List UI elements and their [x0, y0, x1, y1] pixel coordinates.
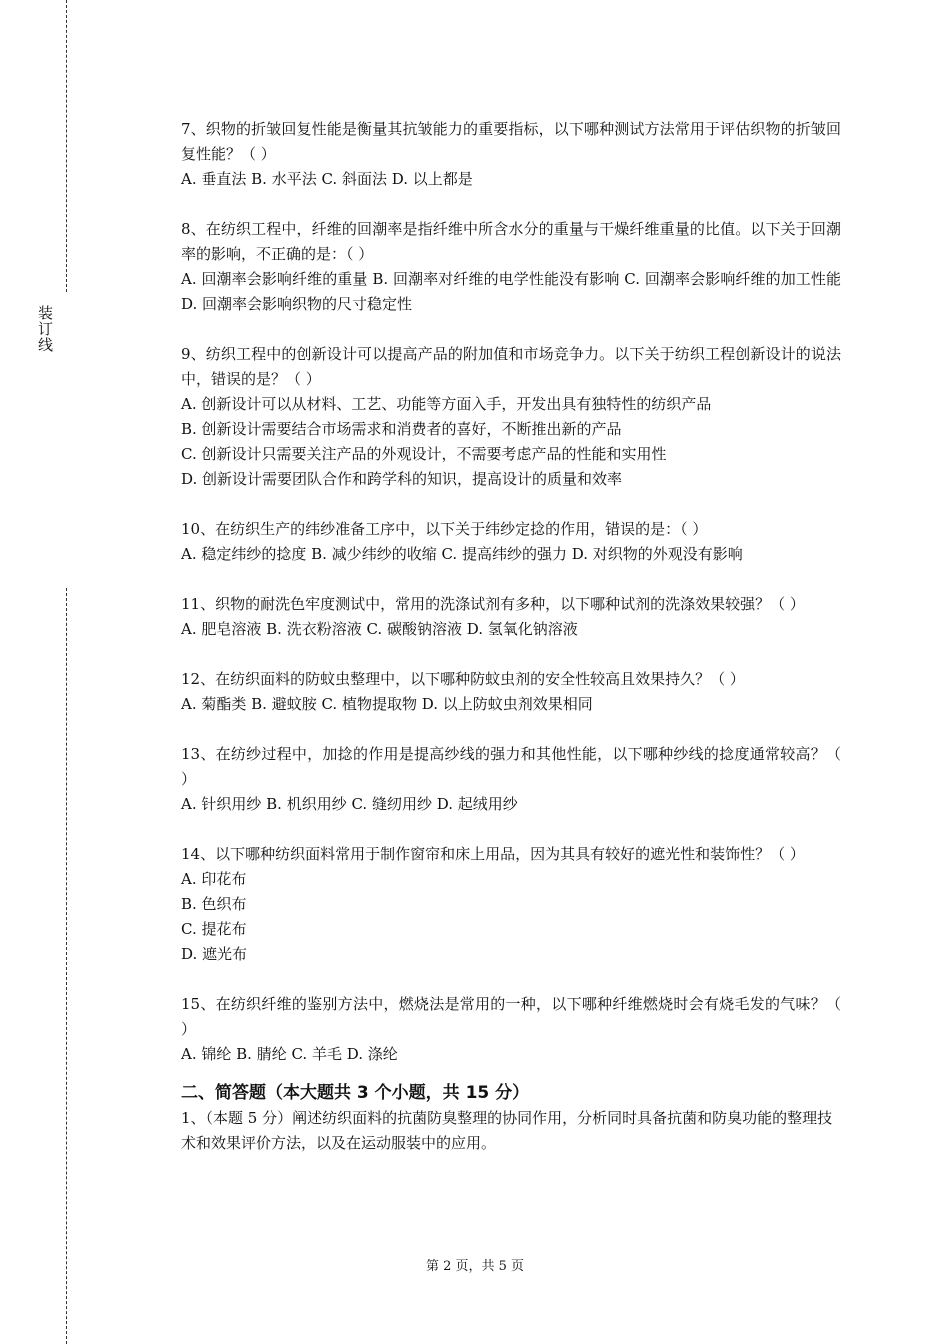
question-options: A. 垂直法 B. 水平法 C. 斜面法 D. 以上都是 [181, 170, 473, 188]
question-stem: 9、纺织工程中的创新设计可以提高产品的附加值和市场竞争力。以下关于纺织工程创新设计的说法中，错误的是？（ ） [181, 345, 841, 388]
question-options: A. 针织用纱 B. 机织用纱 C. 缝纫用纱 D. 起绒用纱 [181, 795, 518, 813]
question-options: A. 肥皂溶液 B. 洗衣粉溶液 C. 碳酸钠溶液 D. 氢氧化钠溶液 [181, 620, 578, 638]
question-10 [181, 517, 841, 567]
short-answer-question-1: 1、（本题 5 分）阐述纺织面料的抗菌防臭整理的协同作用，分析同时具备抗菌和防臭功能的整理技术和效果评价方法，以及在运动服装中的应用。 [181, 1109, 833, 1152]
page-number-footer: 第 2 页，共 5 页 [425, 1259, 525, 1274]
question-8 [181, 217, 841, 317]
question-options: A. 稳定纬纱的捻度 B. 减少纬纱的收缩 C. 提高纬纱的强力 D. 对织物的外观没有影响 [181, 545, 743, 563]
binding-dashed-line-bottom [66, 588, 67, 1344]
binding-line-label: 装订线 [36, 305, 54, 353]
binding-dashed-line-top [66, 0, 67, 292]
option-d: D. 遮光布 [181, 945, 248, 963]
question-13 [181, 742, 841, 817]
question-stem: 8、在纺织工程中，纤维的回潮率是指纤维中所含水分的重量与干燥纤维重量的比值。以下关于回潮率的影响，不正确的是：（ ） [181, 220, 841, 263]
question-stem: 10、在纺织生产的纬纱准备工序中，以下关于纬纱定捻的作用，错误的是：（ ） [181, 520, 708, 538]
option-b: B. 创新设计需要结合市场需求和消费者的喜好，不断推出新的产品 [181, 420, 622, 438]
option-d: D. 创新设计需要团队合作和跨学科的知识，提高设计的质量和效率 [181, 470, 623, 488]
question-stem: 13、在纺纱过程中，加捻的作用是提高纱线的强力和其他性能，以下哪种纱线的捻度通常较高？（ ） [181, 745, 841, 788]
question-options: A. 锦纶 B. 腈纶 C. 羊毛 D. 涤纶 [181, 1045, 398, 1063]
question-9 [181, 342, 841, 492]
question-stem: 12、在纺织面料的防蚊虫整理中，以下哪种防蚊虫剂的安全性较高且效果持久？（ ） [181, 670, 745, 688]
option-a: A. 印花布 [181, 870, 247, 888]
option-c: C. 提花布 [181, 920, 247, 938]
question-stem: 15、在纺织纤维的鉴别方法中，燃烧法是常用的一种，以下哪种纤维燃烧时会有烧毛发的气味？（ ） [181, 995, 841, 1038]
question-12 [181, 667, 841, 717]
question-15 [181, 992, 841, 1067]
question-options: A. 菊酯类 B. 避蚊胺 C. 植物提取物 D. 以上防蚊虫剂效果相同 [181, 695, 593, 713]
question-stem: 11、织物的耐洗色牢度测试中，常用的洗涤试剂有多种，以下哪种试剂的洗涤效果较强？（ ） [181, 595, 805, 613]
question-stem: 14、以下哪种纺织面料常用于制作窗帘和床上用品，因为其具有较好的遮光性和装饰性？（ ） [181, 845, 805, 863]
section-title-short-answer: 二、简答题（本大题共 3 个小题，共 15 分） [181, 1083, 530, 1103]
question-14 [181, 842, 841, 967]
option-c: C. 创新设计只需要关注产品的外观设计，不需要考虑产品的性能和实用性 [181, 445, 667, 463]
question-options: A. 回潮率会影响纤维的重量 B. 回潮率对纤维的电学性能没有影响 C. 回潮率会影响纤维的加工性能 D. 回潮率会影响织物的尺寸稳定性 [181, 270, 841, 313]
option-a: A. 创新设计可以从材料、工艺、功能等方面入手，开发出具有独特性的纺织产品 [181, 395, 712, 413]
option-b: B. 色织布 [181, 895, 247, 913]
question-7 [181, 117, 841, 192]
question-11 [181, 592, 841, 642]
exam-content [181, 117, 841, 1156]
question-stem: 7、织物的折皱回复性能是衡量其抗皱能力的重要指标，以下哪种测试方法常用于评估织物的折皱回复性能？（ ） [181, 120, 841, 163]
